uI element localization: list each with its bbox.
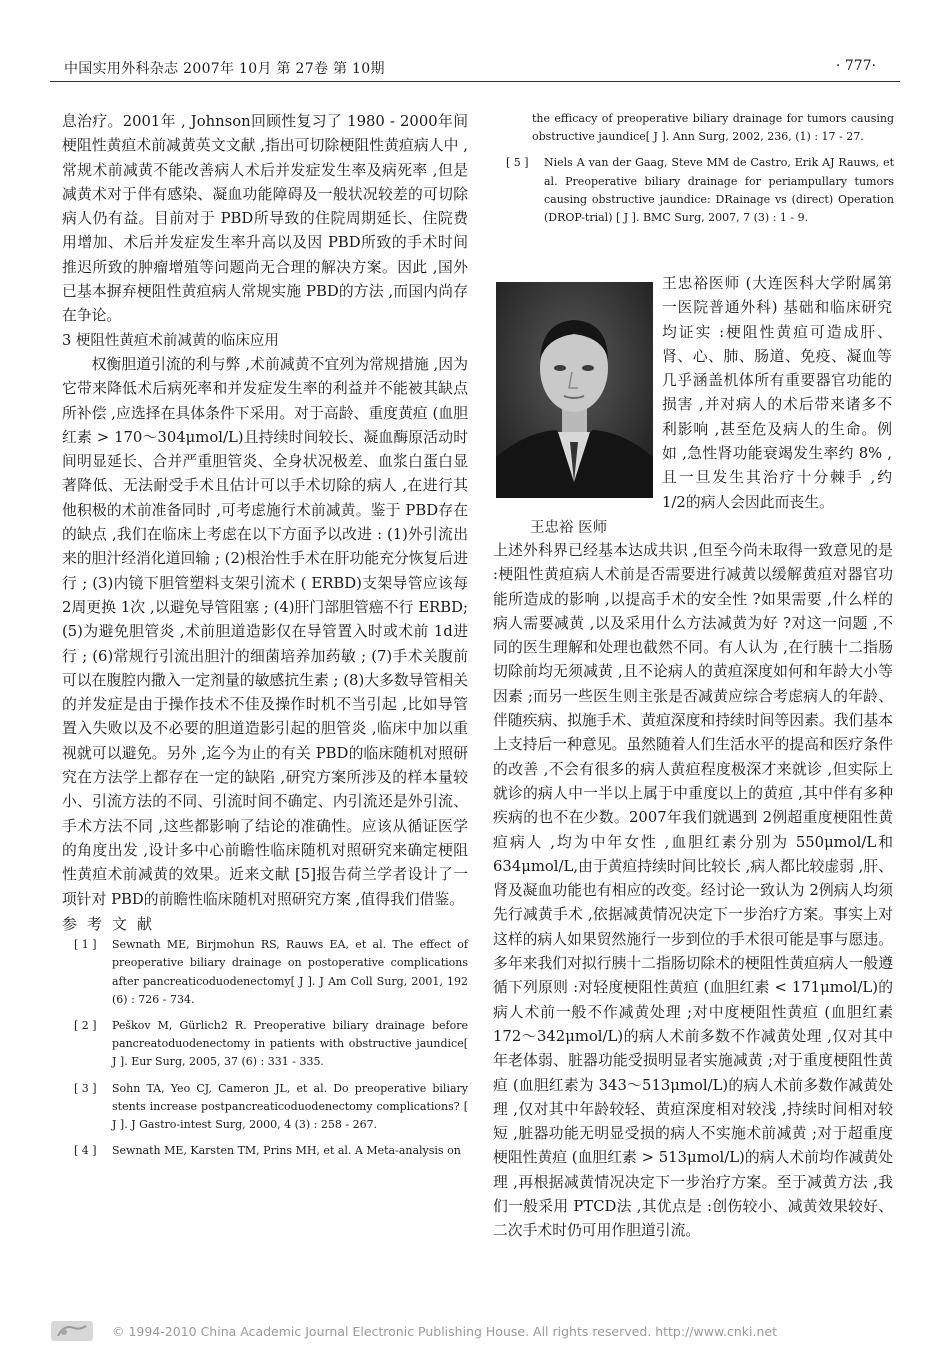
- reference-text: Peškov M, Gürlich2 R. Preoperative biliary drainage before pancreatoduodenectomy in patients with obstructive jaundice[ J ]. Eur Surg, 2005, 37 (6) : 331 - 335.: [112, 1018, 468, 1069]
- reference-number: [ 5 ]: [506, 156, 529, 170]
- journal-title: 中国实用外科杂志 2007年 10月 第 27卷 第 10期: [64, 61, 385, 77]
- reference-text: Sewnath ME, Birjmohun RS, Rauws EA, et al. The effect of preoperative biliary drainage on postoperative complications after pancreaticoduodenectomy[ J ]. J Am Coll Surg, 2001, 192 (6) : 726 - 734.: [112, 938, 468, 1006]
- page-number: · 777·: [835, 58, 876, 74]
- reference-text: Sewnath ME, Karsten TM, Prins MH, et al. A Meta-analysis on: [112, 1144, 461, 1158]
- page-header: [50, 56, 900, 82]
- reference-item: [62, 936, 468, 1009]
- right-references: [494, 110, 894, 235]
- reference-item: [62, 1017, 468, 1072]
- references-heading: 参考文献: [62, 914, 163, 933]
- reference-text: Sohn TA, Yeo CJ, Cameron JL, et al. Do preoperative biliary stents increase postpancreaticoduodenectomy complications? [ J ]. J Gastro-intest Surg, 2000, 4 (3) : 258 - 267.: [112, 1081, 468, 1131]
- reference-number: [ 4 ]: [74, 1144, 97, 1158]
- right-body: 上述外科界已经基本达成共识 ,但至今尚未取得一致意见的是 :梗阻性黄疸病人术前是否需要进行减黄以缓解黄疸对器官功能所造成的影响 ,以提高手术的安全性 ?如果需要 ,什么样的病人需要减黄 ,以及采用什么方法减黄为好 ?对这一问题 ,不同的医生理解和处理也截然不同。有人认为 ,在行胰十二指肠切除前均无须减黄 ,且不论病人的黄疸深度如何和年龄大小等因素 ;而另一些医生则主张是否减黄应综合考虑病人的年龄、伴随疾病、拟施手术、黄疸深度和持续时间等因素。我们基本上支持后一种意见。虽然随着人们生活水平的提高和医疗条件的改善 ,不会有很多的病人黄疸程度极深才来就诊 ,但实际上就诊的病人中一半以上属于中重度以上的黄疸 ,其中伴有多种疾病的也不在少数。2007年我们就遇到 2例超重度梗阻性黄疸病人 ,均为中年女性 ,血胆红素分别为 550μmol/L和 634μmol/L,由于黄疸持续时间比较长 ,病人都比较虚弱 ,肝、肾及凝血功能也有相应的改变。经讨论一致认为 2例病人均须先行减黄手术 ,依据减黄情况决定下一步治疗方案。事实上对这样的病人如果贸然施行一步到位的手术很可能是事与愿违。多年来我们对拟行胰十二指肠切除术的梗阻性黄疸病人一般遵循下列原则 :对轻度梗阻性黄疸 (血胆红素 < 171μmol/L)的病人术前一般不作减黄处理 ;对中度梗阻性黄疸 (血胆红素 172～342μmol/L)的病人术前多数不作减黄处理 ,仅对其中年老体弱、脏器功能受损明显者实施减黄 ;对于重度梗阻性黄疸 (血胆红素为 343～513μmol/L)的病人术前多数作减黄处理 ,仅对其中年龄较轻、黄疸深度相对较浅 ,持续时间相对较短 ,脏器功能无明显受损的病人不实施术前减黄 ;对于超重度梗阻性黄疸 (血胆红素 > 513μmol/L)的病人术前均作减黄处理 ,再根据减黄情况决定下一步治疗方案。至于减黄方法 ,我们一般采用 PTCD法 ,其优点是 :创伤较小、减黄效果较好、二次手术时仍可用作胆道引流。: [493, 542, 893, 1240]
- left-column: [62, 110, 468, 1168]
- page-footer: [50, 1318, 920, 1348]
- reference-text: Niels A van der Gaag, Steve MM de Castro, Erik AJ Rauws, et al. Preoperative biliary drainage for periampullary tumors causing obstructive jaundice: DRainage vs (direct) Operation (DROP-trial) [ J ]. BMC Surg, 2007, 7 (3) : 1 - 9.: [544, 156, 894, 225]
- reference-item: [62, 1142, 468, 1160]
- reference-number: [ 3 ]: [74, 1081, 97, 1095]
- author-portrait: [496, 282, 653, 498]
- portrait-caption: 王忠裕 医师: [530, 520, 608, 536]
- publisher-logo-icon: [50, 1318, 94, 1344]
- copyright-notice: © 1994-2010 China Academic Journal Electronic Publishing House. All rights reserved. http://www.cnki.net: [112, 1324, 777, 1339]
- reference-item: [62, 1080, 468, 1135]
- reference-list: [62, 936, 468, 1160]
- reference-item: [494, 154, 894, 227]
- portrait-graphic: [496, 282, 653, 498]
- reference-number: [ 1 ]: [74, 938, 97, 952]
- author-bio: 王忠裕医师 (大连医科大学附属第一医院普通外科) 基础和临床研究均证实 :梗阻性黄疸可造成肝、肾、心、肺、肠道、免疫、凝血等几乎涵盖机体所有重要器官功能的损害 ,并对病人的术后带来诸多不利影响 ,甚至危及病人的生命。例如 ,急性肾功能衰竭发生率约 8% ,且一旦发生其治疗十分棘手 ,约 1/2的病人会因此而丧生。: [662, 275, 892, 511]
- reference-number: [ 2 ]: [74, 1018, 97, 1032]
- paragraph-clinical: 权衡胆道引流的利与弊 ,术前减黄不宜列为常规措施 ,因为它带来降低术后病死率和并发症发生率的利益并不能被其缺点所补偿 ,应选择在具体条件下采用。对于高龄、重度黄疸 (血胆红素 > 170～304μmol/L)且持续时间较长、凝血酶原活动时间明显延长、合并严重胆管炎、全身状况极差、血浆白蛋白显著降低、无法耐受手术且估计可以手术切除的病人 ,在进行其他积极的术前准备同时 ,可考虑施行术前减黄。鉴于 PBD存在的缺点 ,我们在临床上考虑在以下方面予以改进 : (1)外引流出来的胆汁经消化道回输 ; (2)根治性手术在肝功能充分恢复后进行 ; (3)内镜下胆管塑料支架引流术 ( ERBD)支架导管应该每 2周更换 1次 ,以避免导管阻塞 ; (4)肝门部胆管癌不行 ERBD; (5)为避免胆管炎 ,术前胆道造影仅在导管置入时或术前 1d进行 ; (6)常规行引流出胆汁的细菌培养加药敏 ; (7)手术关腹前可以在腹腔内撒入一定剂量的敏感抗生素 ; (8)大多数导管相关的并发症是由于操作技术不佳及操作时机不当引起 ,比如导管置入失败以及不必要的胆道造影引起的胆管炎 ,临床中加以重视就可以避免。另外 ,迄今为止的有关 PBD的临床随机对照研究在方法学上都存在一定的缺陷 ,研究方案所涉及的样本量较小、引流方法的不同、引流时间不确定、内引流还是外引流、手术方法不同 ,这些都影响了结论的准确性。应该从循证医学的角度出发 ,设计多中心前瞻性临床随机对照研究来确定梗阻性黄疸术前减黄的效果。近来文献 [5]报告荷兰学者设计了一项针对 PBD的前瞻性临床随机对照研究方案 ,值得我们借鉴。: [62, 355, 468, 908]
- section-heading: 3 梗阻性黄疸术前减黄的临床应用: [62, 332, 279, 349]
- header-rule: [50, 81, 900, 82]
- reference-4-continued: the efficacy of preoperative biliary drainage for tumors causing obstructive jaundice[ J ]. Ann Surg, 2002, 236, (1) : 17 - 27.: [532, 112, 894, 144]
- paragraph-intro: 息治疗。2001年 , Johnson回顾性复习了 1980 - 2000年间梗阻性黄疸术前减黄英文文献 ,指出可切除梗阻性黄疸病人中 ,常规术前减黄不能改善病人术后并发症发生率及病死率 ,但是减黄术对于伴有感染、凝血功能障碍及一般状况较差的可切除病人仍有益。目前对于 PBD所导致的住院周期延长、住院费用增加、术后并发症发生率升高以及因 PBD所致的手术时间推迟所致的肿瘤增殖等问题尚无合理的解决方案。因此 ,国外已基本摒弃梗阻性黄疸病人常规实施 PBD的方法 ,而国内尚存在争论。: [62, 113, 468, 325]
